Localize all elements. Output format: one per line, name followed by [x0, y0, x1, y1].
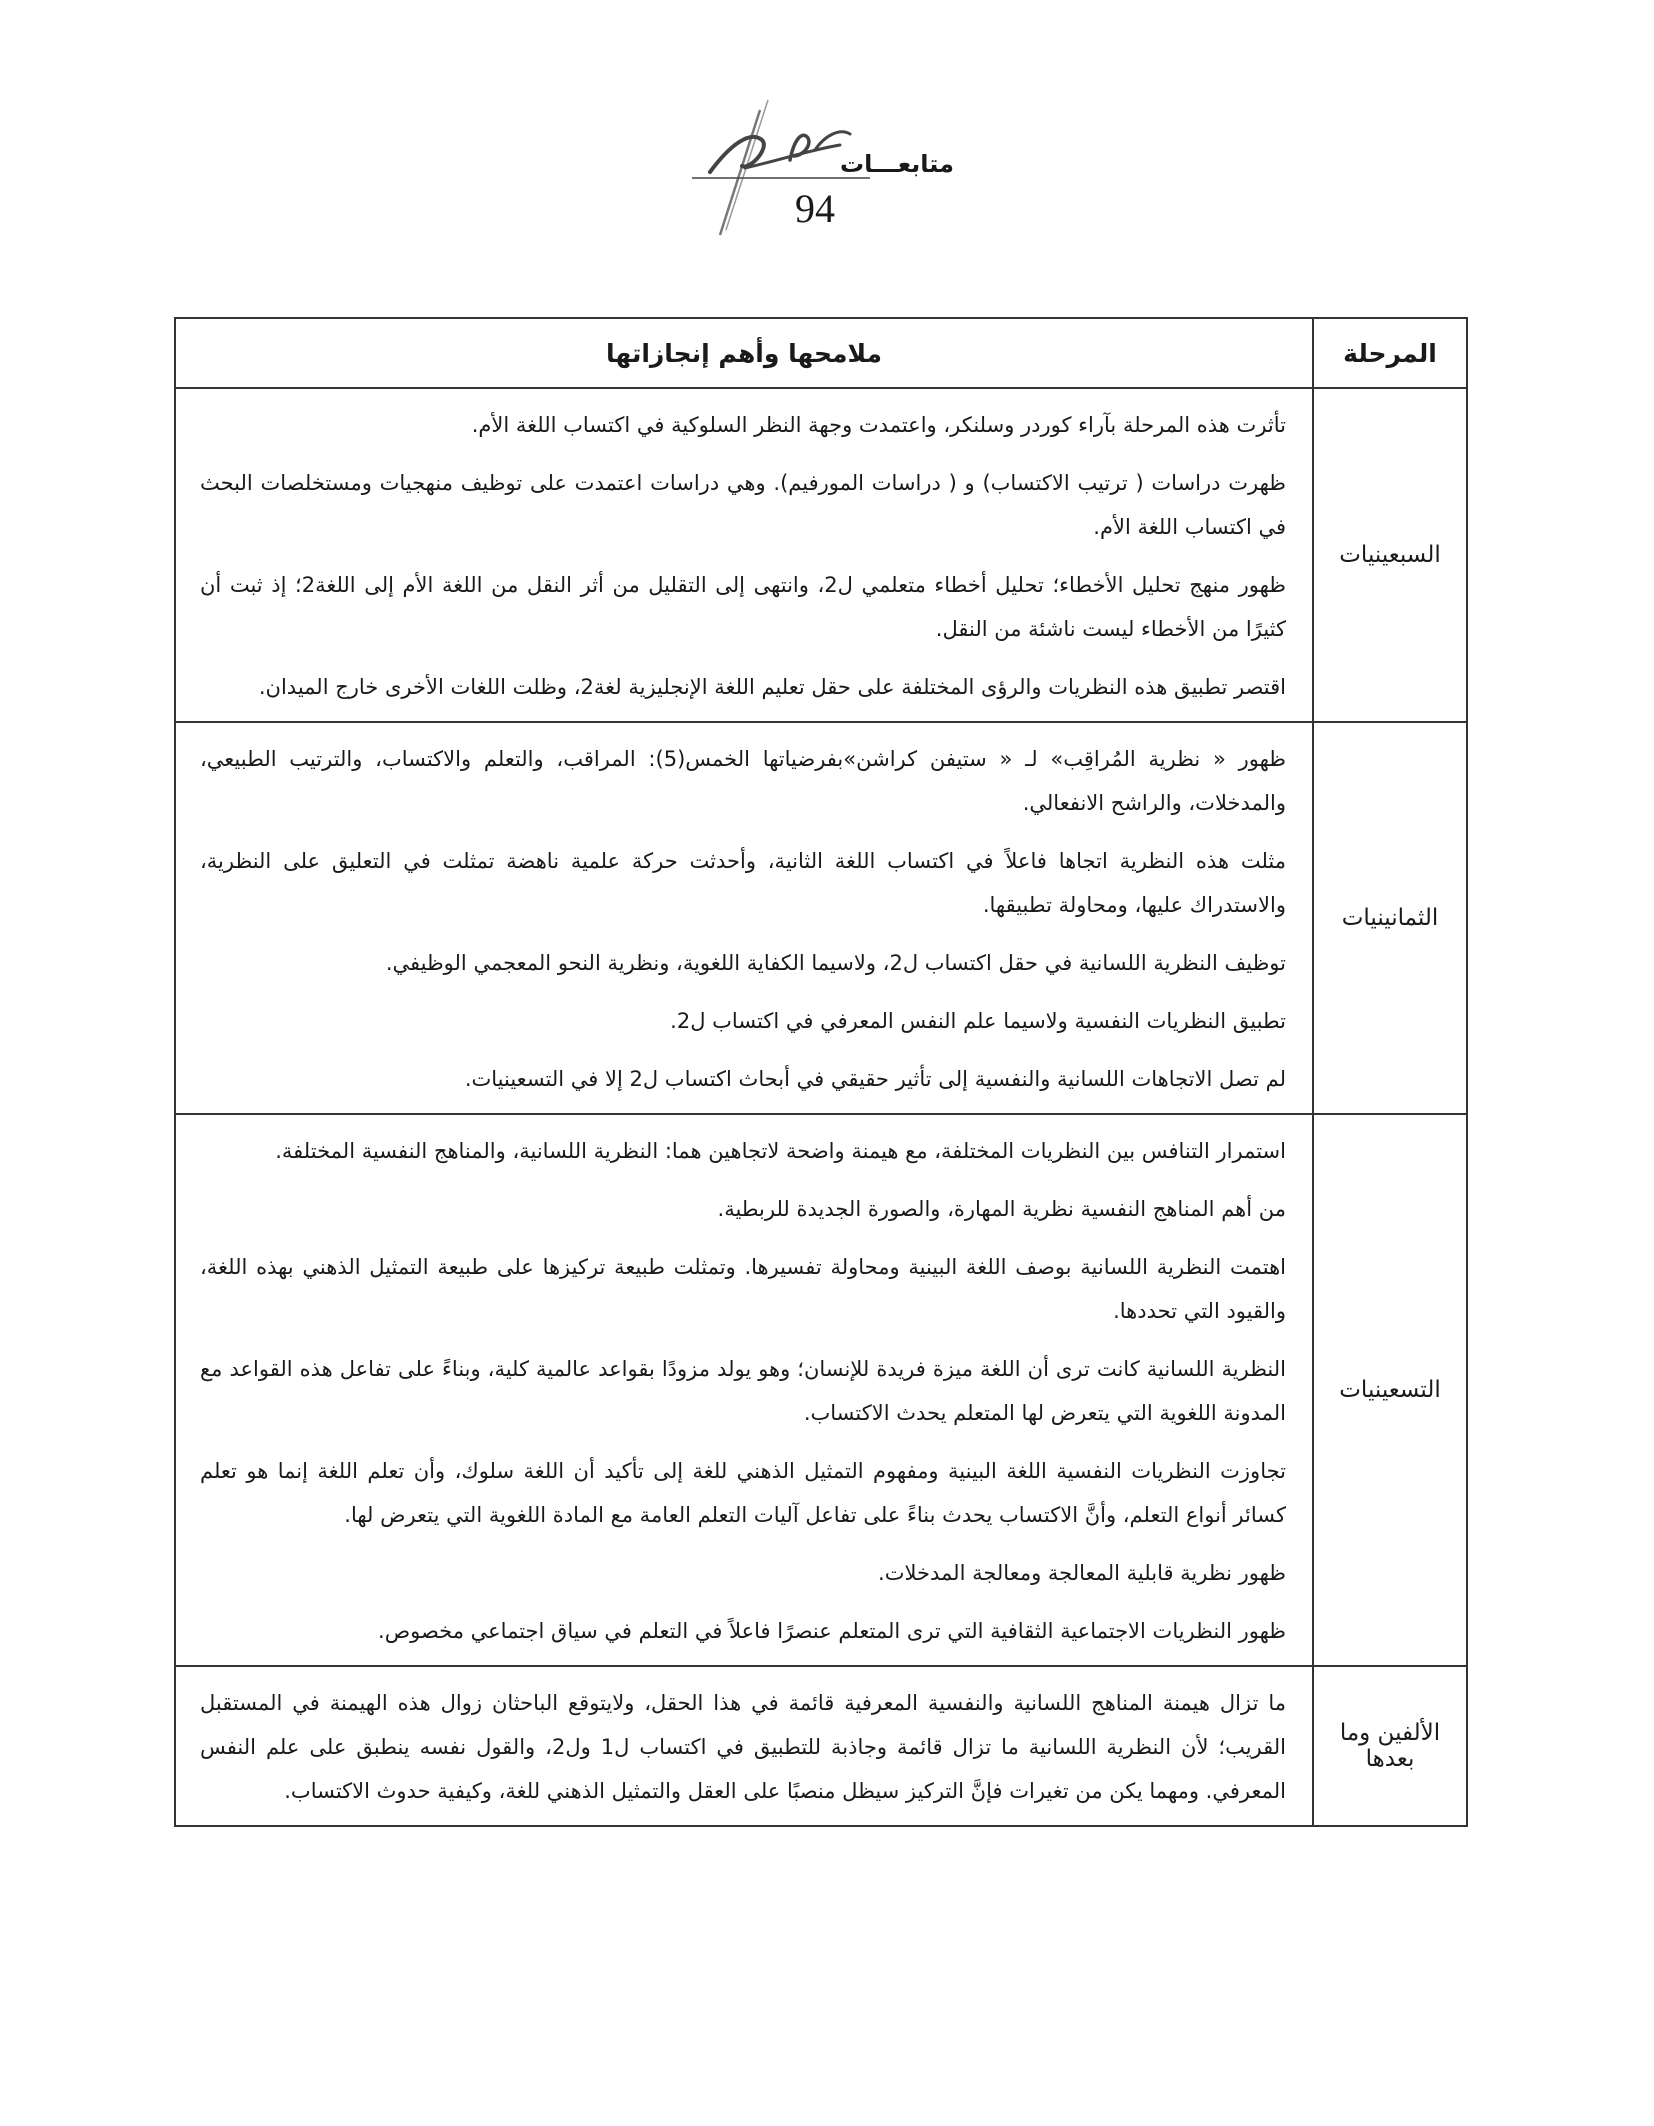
stage-2000s: الألفين وما بعدها — [1313, 1666, 1467, 1826]
paragraph: تطبيق النظريات النفسية ولاسيما علم النفس المعرفي في اكتساب ل2. — [670, 1009, 1286, 1033]
table-row — [175, 388, 1467, 722]
table-row — [175, 1114, 1467, 1666]
stage-features — [175, 1666, 1313, 1826]
stage-features — [175, 722, 1313, 1114]
paragraph: ظهور النظريات الاجتماعية الثقافية التي ترى المتعلم عنصرًا فاعلاً في التعلم في سياق اجتماعي مخصوص. — [378, 1619, 1286, 1643]
table-row — [175, 1666, 1467, 1826]
section-title: متابعـــات — [840, 150, 954, 178]
page-number: 94 — [795, 186, 835, 231]
paragraph: تجاوزت النظريات النفسية اللغة البينية ومفهوم التمثيل الذهني للغة إلى تأكيد أن اللغة سلوك، وأن تعلم اللغة إنما هو تعلم كسائر أنواع التعلم، وأنَّ الاكتساب يحدث بناءً على تفاعل آليات التعلم العامة مع المادة اللغوية التي يتعرض لها. — [200, 1459, 1286, 1527]
paragraph: ما تزال هيمنة المناهج اللسانية والنفسية المعرفية قائمة في هذا الحقل، ولايتوقع الباحثان زوال هذه الهيمنة في المستقبل القريب؛ لأن النظرية اللسانية ما تزال قائمة وجاذبة للتطبيق في اكتساب ل1 ول2، والقول نفسه ينطبق على علم النفس المعرفي. ومهما يكن من تغيرات فإنَّ التركيز سيظل منصبًا على العقل والتمثيل الذهني للغة، وكيفية حدوث الاكتساب. — [200, 1691, 1286, 1803]
header-stage: المرحلة — [1313, 318, 1467, 388]
paragraph: من أهم المناهج النفسية نظرية المهارة، والصورة الجديدة للربطية. — [717, 1197, 1286, 1221]
stage-nineties: التسعينيات — [1313, 1114, 1467, 1666]
header-features: ملامحها وأهم إنجازاتها — [175, 318, 1313, 388]
paragraph: اهتمت النظرية اللسانية بوصف اللغة البينية ومحاولة تفسيرها. وتمثلت طبيعة تركيزها على طبيعة التمثيل الذهني بهذه اللغة، والقيود التي تحددها. — [200, 1255, 1286, 1323]
paragraph: النظرية اللسانية كانت ترى أن اللغة ميزة فريدة للإنسان؛ وهو يولد مزودًا بقواعد عالمية كلية، وبناءً على تفاعل هذه القواعد مع المدونة اللغوية التي يتعرض لها المتعلم يحدث الاكتساب. — [200, 1357, 1286, 1425]
stages-table — [174, 317, 1468, 1827]
paragraph: تأثرت هذه المرحلة بآراء كوردر وسلنكر، واعتمدت وجهة النظر السلوكية في اكتساب اللغة الأم. — [471, 413, 1286, 437]
paragraph: لم تصل الاتجاهات اللسانية والنفسية إلى تأثير حقيقي في أبحاث اكتساب ل2 إلا في التسعينيات. — [464, 1067, 1286, 1091]
paragraph: ظهور نظرية قابلية المعالجة ومعالجة المدخلات. — [878, 1561, 1286, 1585]
paragraph: ظهور « نظرية المُراقِب» لـ « ستيفن كراشن»بفرضياتها الخمس(5): المراقب، والتعلم والاكتساب، والترتيب الطبيعي، والمدخلات، والراشح الانفعالي. — [200, 747, 1286, 815]
table-header-row — [175, 318, 1467, 388]
paragraph: استمرار التنافس بين النظريات المختلفة، مع هيمنة واضحة لاتجاهين هما: النظرية اللسانية، والمناهج النفسية المختلفة. — [275, 1139, 1286, 1163]
stage-features — [175, 388, 1313, 722]
paragraph: ظهرت دراسات ( ترتيب الاكتساب) و ( دراسات المورفيم). وهي دراسات اعتمدت على توظيف منهجيات ومستخلصات البحث في اكتساب اللغة الأم. — [200, 471, 1286, 539]
stage-seventies: السبعينيات — [1313, 388, 1467, 722]
paragraph: توظيف النظرية اللسانية في حقل اكتساب ل2، ولاسيما الكفاية اللغوية، ونظرية النحو المعجمي الوظيفي. — [385, 951, 1286, 975]
page-header — [660, 90, 980, 240]
table-row — [175, 722, 1467, 1114]
paragraph: مثلت هذه النظرية اتجاها فاعلاً في اكتساب اللغة الثانية، وأحدثت حركة علمية ناهضة تمثلت في التعليق على النظرية، والاستدراك عليها، ومحاولة تطبيقها. — [200, 849, 1286, 917]
stage-features — [175, 1114, 1313, 1666]
paragraph: اقتصر تطبيق هذه النظريات والرؤى المختلفة على حقل تعليم اللغة الإنجليزية لغة2، وظلت اللغات الأخرى خارج الميدان. — [258, 675, 1286, 699]
paragraph: ظهور منهج تحليل الأخطاء؛ تحليل أخطاء متعلمي ل2، وانتهى إلى التقليل من أثر النقل من اللغة الأم إلى اللغة2؛ إذ ثبت أن كثيرًا من الأخطاء ليست ناشئة من النقل. — [200, 573, 1286, 641]
stage-eighties: الثمانينيات — [1313, 722, 1467, 1114]
